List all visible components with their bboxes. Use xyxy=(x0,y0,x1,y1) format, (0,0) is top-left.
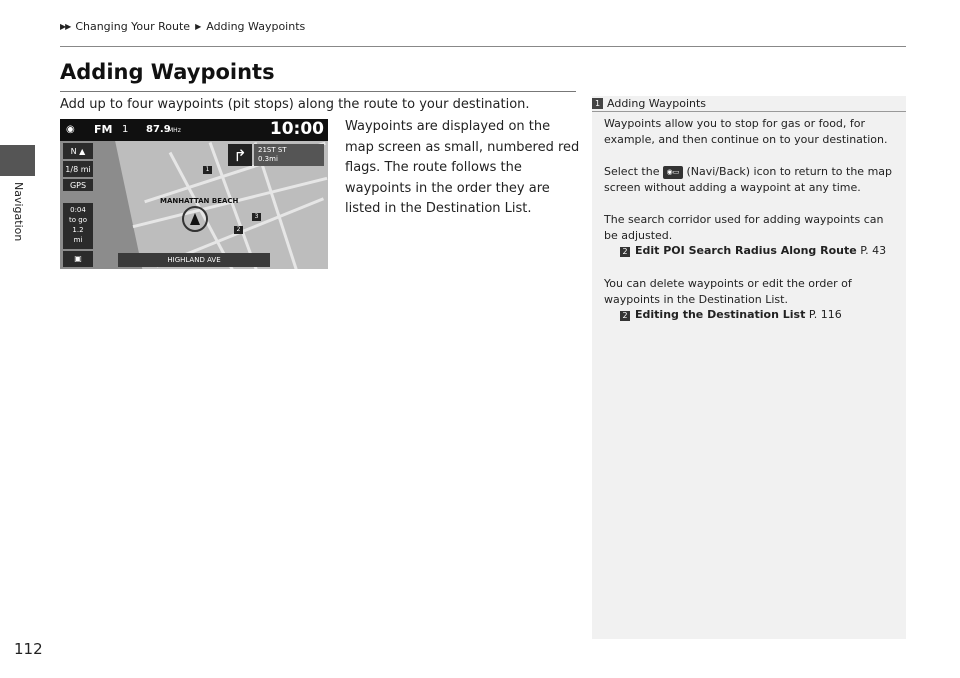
note-title: Adding Waypoints xyxy=(607,97,707,110)
section-tab-label: Navigation xyxy=(12,182,25,242)
waypoint-flag-icon[interactable]: 3 xyxy=(252,213,261,221)
cross-reference-icon: 2 xyxy=(620,247,630,257)
cross-reference[interactable] xyxy=(620,308,842,321)
trip-unit: mi xyxy=(73,236,83,244)
city-label: MANHATTAN BEACH xyxy=(160,197,239,205)
note-paragraph: You can delete waypoints or edit the order of waypoints in the Destination List. xyxy=(604,277,852,306)
note-text: Select the xyxy=(604,165,660,178)
cross-reference-title[interactable]: Edit POI Search Radius Along Route xyxy=(635,244,857,257)
page-title: Adding Waypoints xyxy=(60,60,275,84)
navigation-screen-image xyxy=(60,119,328,269)
next-street: 21ST ST xyxy=(258,146,287,154)
cross-reference-title[interactable]: Editing the Destination List xyxy=(635,308,806,321)
map-scale[interactable]: 1/8 mi xyxy=(63,161,93,177)
compass-icon[interactable]: N ▲ xyxy=(63,143,93,159)
turn-right-icon: ↱ xyxy=(228,144,252,166)
intro-paragraph: Add up to four waypoints (pit stops) along the route to your destination. xyxy=(60,97,530,112)
radio-unit: MHz xyxy=(168,127,181,134)
current-street: HIGHLAND AVE xyxy=(118,253,270,267)
breadcrumb-separator-icon: ▶ xyxy=(195,22,202,31)
breadcrumb-item-changing-route[interactable]: Changing Your Route xyxy=(75,20,191,33)
title-divider xyxy=(60,91,576,92)
radio-frequency: 87.9 xyxy=(146,124,171,135)
header-divider xyxy=(60,46,906,47)
screen-clock: 10:00 xyxy=(269,119,324,139)
cross-reference-icon: 2 xyxy=(620,311,630,321)
vehicle-position-icon xyxy=(190,213,200,225)
next-turn-info xyxy=(254,144,324,166)
navi-icon: ◉ xyxy=(66,124,75,135)
cross-reference[interactable] xyxy=(620,244,886,257)
note-sidebar xyxy=(592,96,906,639)
trip-to-go: to go xyxy=(69,216,87,224)
note-number-icon: 1 xyxy=(592,98,603,109)
waypoint-flag-icon[interactable]: 2 xyxy=(234,226,243,234)
gps-indicator: GPS xyxy=(63,179,93,191)
trip-time: 0:04 xyxy=(70,206,86,214)
breadcrumb-arrow-icon: ▶▶ xyxy=(60,22,71,31)
note-header xyxy=(592,96,906,112)
note-text: (Navi/Back) icon to return to the map screen without adding a waypoint at any time. xyxy=(604,165,893,194)
navi-back-icon: ◉▭ xyxy=(663,166,683,179)
trip-info xyxy=(63,203,93,249)
map-area xyxy=(60,141,328,269)
map-side-panel xyxy=(60,141,96,269)
screen-status-bar xyxy=(60,119,328,141)
radio-preset: 1 xyxy=(122,124,129,135)
note-paragraph xyxy=(604,164,900,196)
breadcrumb xyxy=(60,20,305,33)
map-menu-button[interactable]: ▣ xyxy=(63,251,93,267)
trip-distance: 1.2 xyxy=(72,226,84,234)
page-number: 112 xyxy=(14,640,43,658)
section-tab-marker xyxy=(0,145,35,176)
body-paragraph: Waypoints are displayed on the map screen as small, numbered red flags. The route follows the waypoints in the order they are listed in the Destination List. xyxy=(345,119,580,216)
waypoint-flag-icon[interactable]: 1 xyxy=(203,166,212,174)
note-paragraph: The search corridor used for adding waypoints can be adjusted. xyxy=(604,213,884,242)
note-paragraph: Waypoints allow you to stop for gas or food, for example, and then continue on to your destination. xyxy=(604,117,888,146)
cross-reference-page: P. 116 xyxy=(808,308,842,321)
cross-reference-page: P. 43 xyxy=(860,244,887,257)
next-distance: 0.3mi xyxy=(258,155,278,163)
radio-band: FM xyxy=(94,123,113,136)
breadcrumb-item-adding-waypoints[interactable]: Adding Waypoints xyxy=(206,20,306,33)
